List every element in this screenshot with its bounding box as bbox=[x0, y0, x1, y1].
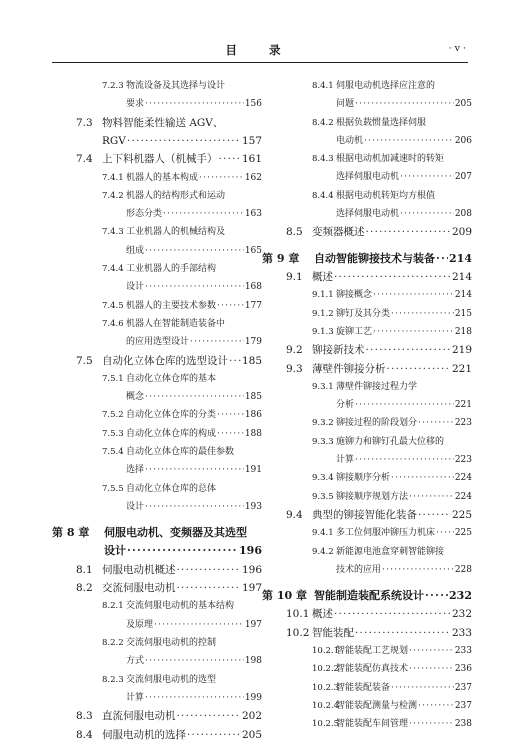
toc-entry-page: 219 bbox=[451, 344, 472, 357]
toc-entry bbox=[52, 117, 262, 154]
dot-leader bbox=[366, 226, 451, 238]
toc-entry bbox=[52, 527, 262, 564]
toc-entry-number: 7.5.2 bbox=[102, 410, 124, 421]
toc-entry-number: 10.2 bbox=[286, 626, 310, 639]
toc-entry bbox=[262, 527, 472, 545]
page-header bbox=[52, 40, 468, 60]
toc-entry-page: 225 bbox=[451, 508, 472, 521]
toc-entry-title: RGV bbox=[102, 134, 126, 147]
toc-entry-title: 施铆力和铆钉孔最大位移的 bbox=[336, 436, 445, 447]
dot-leader bbox=[391, 308, 454, 320]
dot-leader bbox=[409, 645, 454, 657]
toc-entry bbox=[262, 472, 472, 490]
toc-entry bbox=[52, 564, 262, 582]
toc-entry-number: 9.1.2 bbox=[312, 308, 334, 319]
toc-entry-page: 162 bbox=[244, 172, 262, 183]
toc-entry-number: 9.3.1 bbox=[312, 381, 334, 392]
toc-entry-title: 根据电动机加减速时的转矩 bbox=[336, 154, 445, 165]
toc-entry bbox=[52, 153, 262, 171]
dot-leader bbox=[154, 619, 244, 631]
toc-entry-page: 224 bbox=[454, 473, 472, 484]
toc-entry-title: 机器人的结构形式和运动 bbox=[126, 190, 226, 201]
toc-entry-title: 工业机器人的机械结构及 bbox=[126, 227, 226, 238]
dot-leader bbox=[425, 590, 448, 602]
toc-entry-number: 7.4.4 bbox=[102, 264, 124, 274]
toc-entry-title: 智能装配装备 bbox=[336, 682, 391, 693]
toc-entry-page: 205 bbox=[241, 728, 262, 741]
dot-leader bbox=[382, 564, 454, 576]
toc-entry-title: 概述 bbox=[312, 271, 333, 283]
toc-entry-number: 10.2.4 bbox=[312, 700, 340, 711]
toc-entry-page: 223 bbox=[454, 454, 472, 465]
toc-entry-number: 9.3.2 bbox=[312, 418, 334, 429]
toc-entry-page: 207 bbox=[454, 172, 472, 183]
toc-entry-number: 7.5.5 bbox=[102, 483, 124, 494]
toc-entry-title: 伺服电动机选择应注意的 bbox=[336, 81, 436, 91]
toc-entry-title: 概述 bbox=[312, 608, 333, 621]
toc-entry bbox=[262, 645, 472, 663]
toc-entry-page: 168 bbox=[244, 282, 262, 293]
toc-entry-title: 智能装配车间管理 bbox=[336, 719, 409, 730]
dot-leader bbox=[145, 501, 244, 513]
toc-entry bbox=[262, 436, 472, 473]
toc-entry bbox=[52, 373, 262, 410]
toc-entry-page: 221 bbox=[451, 362, 472, 375]
toc-entry-title: 交流伺服电动机的选型 bbox=[126, 674, 217, 685]
toc-entry-page: 196 bbox=[239, 544, 262, 558]
toc-entry-page: 214 bbox=[451, 271, 472, 283]
toc-entry bbox=[262, 326, 472, 344]
toc-entry bbox=[52, 600, 262, 637]
toc-entry bbox=[262, 682, 472, 700]
toc-entry-number: 10.2.5 bbox=[312, 719, 340, 730]
toc-entry-number: 7.4 bbox=[76, 153, 93, 166]
dot-leader bbox=[145, 281, 244, 293]
toc-entry-page: 205 bbox=[454, 99, 472, 110]
toc-entry-title: 薄壁件铆接过程力学 bbox=[336, 381, 418, 392]
toc-entry-title: 机器人的主要技术参数 bbox=[126, 300, 217, 311]
toc-entry-page: 223 bbox=[454, 418, 472, 429]
toc-entry-title: 铆接顺序分析 bbox=[336, 473, 391, 484]
dot-leader bbox=[364, 135, 454, 147]
toc-entry-page: 218 bbox=[454, 326, 472, 337]
toc-entry-number: 8.4.1 bbox=[312, 81, 334, 91]
toc-entry bbox=[52, 263, 262, 300]
dot-leader bbox=[409, 663, 454, 675]
toc-entry-number: 9.2 bbox=[286, 344, 303, 357]
toc-entry-number: 7.4.2 bbox=[102, 190, 124, 201]
toc-entry-title: 选择伺服电动机 bbox=[336, 172, 400, 183]
dot-leader bbox=[163, 208, 244, 220]
toc-entry-number: 7.5.1 bbox=[102, 373, 124, 384]
toc-entry-page: 237 bbox=[454, 682, 472, 693]
toc-entry-title: 问题 bbox=[336, 99, 355, 110]
dot-leader bbox=[391, 682, 454, 694]
toc-entry-title: 选择伺服电动机 bbox=[336, 209, 400, 220]
toc-entry-title: 铆接新技术 bbox=[312, 344, 365, 357]
toc-entry-title: 多工位伺服冲铆压力机床 bbox=[336, 528, 436, 539]
toc-entry-page: 238 bbox=[454, 719, 472, 730]
dot-leader bbox=[409, 491, 454, 503]
toc-entry-number: 8.3 bbox=[76, 710, 93, 723]
dot-leader bbox=[177, 564, 241, 576]
toc-entry bbox=[52, 446, 262, 483]
toc-entry-title: 铆接顺序规划方法 bbox=[336, 491, 409, 502]
toc-entry bbox=[262, 226, 472, 244]
toc-entry-title: 自动化立体仓库的基本 bbox=[126, 373, 217, 384]
dot-leader bbox=[366, 344, 451, 356]
toc-entry-title: 新能源电池盒穿刺智能铆接 bbox=[336, 546, 445, 557]
dot-leader bbox=[355, 399, 454, 411]
toc-entry-title: 工业机器人的手部结构 bbox=[126, 264, 217, 274]
toc-entry-title: 计算 bbox=[126, 692, 145, 703]
toc-entry bbox=[262, 509, 472, 527]
toc-entry bbox=[262, 718, 472, 736]
toc-entry-title: 自动化立体仓库的最佳参数 bbox=[126, 447, 235, 457]
toc-entry-page: 233 bbox=[454, 646, 472, 656]
toc-entry-title: 要求 bbox=[126, 99, 145, 110]
toc-entry bbox=[262, 153, 472, 190]
toc-entry-title: 自动智能铆接技术与装备 bbox=[314, 251, 435, 265]
toc-entry-number: 9.1 bbox=[286, 271, 303, 283]
toc-entry-number: 8.5 bbox=[286, 226, 303, 239]
dot-leader bbox=[219, 153, 241, 165]
toc-entry-page: 233 bbox=[451, 626, 472, 639]
toc-entry bbox=[52, 190, 262, 227]
toc-entry bbox=[52, 226, 262, 263]
toc-entry bbox=[262, 608, 472, 626]
toc-entry-number: 第 9 章 bbox=[262, 251, 300, 265]
toc-entry-number: 9.3 bbox=[286, 362, 303, 375]
dot-leader bbox=[229, 355, 241, 367]
toc-entry bbox=[262, 491, 472, 509]
dot-leader bbox=[145, 98, 244, 110]
toc-entry bbox=[262, 190, 472, 227]
toc-entry-page: 196 bbox=[241, 563, 262, 576]
toc-entry-title: 及原理 bbox=[126, 619, 154, 630]
toc-entry-number: 8.2.2 bbox=[102, 638, 124, 648]
toc-entry bbox=[262, 363, 472, 381]
toc-entry bbox=[262, 546, 472, 583]
dot-leader bbox=[145, 245, 244, 257]
toc-entry-title: 物流设备及其选择与设计 bbox=[126, 81, 226, 91]
toc-entry bbox=[262, 627, 472, 645]
dot-leader bbox=[217, 428, 244, 440]
dot-leader bbox=[418, 509, 451, 521]
toc-entry-title: 选择 bbox=[126, 465, 145, 476]
toc-entry-page: 199 bbox=[244, 692, 262, 703]
dot-leader bbox=[373, 326, 454, 338]
toc-entry-title: 上下料机器人（机械手） bbox=[102, 153, 218, 166]
dot-leader bbox=[190, 336, 244, 348]
page-number: · v · bbox=[448, 43, 466, 54]
dot-leader bbox=[391, 472, 454, 484]
toc-entry-number: 8.1 bbox=[76, 563, 93, 576]
toc-entry-number: 8.4 bbox=[76, 728, 93, 741]
toc-entry bbox=[262, 417, 472, 435]
toc-entry-page: 215 bbox=[454, 308, 472, 319]
toc-entry-number: 10.2.2 bbox=[312, 664, 340, 675]
toc-entry-page: 206 bbox=[454, 135, 472, 146]
toc-entry bbox=[262, 308, 472, 326]
dot-leader bbox=[409, 718, 454, 730]
toc-entry-page: 202 bbox=[241, 710, 262, 723]
toc-entry-title: 机器人的基本构成 bbox=[126, 172, 199, 183]
dot-leader bbox=[387, 363, 451, 375]
toc-entry-title: 薄壁件铆接分析 bbox=[312, 362, 386, 375]
toc-entry-title: 分析 bbox=[336, 400, 355, 411]
toc-entry bbox=[52, 80, 262, 117]
toc-entry-page: 191 bbox=[244, 465, 262, 476]
toc-entry-title: 交流伺服电动机的基本结构 bbox=[126, 601, 235, 612]
toc-entry-title: 根据电动机转矩均方根值 bbox=[336, 190, 436, 201]
toc-entry-page: 193 bbox=[244, 501, 262, 512]
toc-entry-title: 自动化立体仓库的分类 bbox=[126, 410, 217, 421]
toc-entry-title: 铆钉及其分类 bbox=[336, 308, 391, 319]
toc-entry-page: 198 bbox=[244, 656, 262, 667]
toc-entry-number: 8.4.3 bbox=[312, 154, 334, 165]
dot-leader bbox=[400, 171, 454, 183]
dot-leader bbox=[355, 454, 454, 466]
toc-entry-title: 设计 bbox=[104, 544, 126, 558]
toc-entry-title: 直流伺服电动机 bbox=[102, 710, 176, 723]
page-title: 目 录 bbox=[225, 43, 295, 57]
toc-entry bbox=[52, 637, 262, 674]
dot-leader bbox=[127, 135, 241, 147]
toc-entry-title: 电动机 bbox=[336, 135, 364, 146]
toc-entry-number: 7.3 bbox=[76, 116, 93, 129]
toc-entry-number: 7.4.6 bbox=[102, 318, 124, 329]
dot-leader bbox=[217, 409, 244, 421]
dot-leader bbox=[436, 527, 454, 539]
toc-entry bbox=[262, 271, 472, 289]
toc-entry-page: 214 bbox=[449, 251, 472, 265]
toc-entry bbox=[52, 172, 262, 190]
toc-entry bbox=[52, 318, 262, 355]
toc-entry-number: 9.3.5 bbox=[312, 491, 334, 502]
toc-entry-title: 变频器概述 bbox=[312, 226, 365, 239]
toc-entry-number: 9.3.3 bbox=[312, 436, 334, 447]
toc-entry-title: 交流伺服电动机的控制 bbox=[126, 638, 217, 648]
toc-entry-page: 177 bbox=[244, 300, 262, 311]
toc-entry bbox=[262, 344, 472, 362]
toc-entry-number: 9.3.4 bbox=[312, 473, 334, 484]
toc-entry-title: 交流伺服电动机 bbox=[102, 582, 176, 595]
toc-entry-title: 自动化立体仓库的构成 bbox=[126, 428, 217, 439]
toc-entry-page: 179 bbox=[244, 337, 262, 348]
toc-entry-title: 铆接概念 bbox=[336, 290, 373, 301]
toc-entry bbox=[262, 253, 472, 271]
toc-entry-number: 第 8 章 bbox=[52, 526, 90, 540]
dot-leader bbox=[177, 710, 241, 722]
toc-entry-title: 典型的铆接智能化装备 bbox=[312, 508, 417, 521]
toc-entry-title: 根据负载惯量选择伺服 bbox=[336, 117, 427, 128]
toc-entry-title: 设计 bbox=[126, 501, 145, 512]
toc-entry bbox=[262, 381, 472, 418]
dot-leader bbox=[217, 300, 244, 312]
toc-entry-number: 10.1 bbox=[286, 608, 310, 621]
toc-entry-number: 8.4.4 bbox=[312, 190, 334, 201]
toc-entry bbox=[262, 289, 472, 307]
toc-entry-number: 9.1.3 bbox=[312, 326, 334, 337]
toc-entry-title: 自动化立体仓库的总体 bbox=[126, 483, 217, 494]
toc-entry-title: 旋铆工艺 bbox=[336, 326, 373, 337]
toc-entry-title: 计算 bbox=[336, 454, 355, 465]
toc-entry-title: 设计 bbox=[126, 282, 145, 293]
toc-entry-title: 物料智能柔性输送 AGV、 bbox=[102, 116, 224, 129]
dot-leader bbox=[418, 700, 454, 712]
toc-entry-page: 224 bbox=[454, 491, 472, 502]
dot-leader bbox=[373, 289, 454, 301]
dot-leader bbox=[355, 98, 454, 110]
toc-entry-number: 8.2.3 bbox=[102, 674, 124, 685]
toc-entry-title: 技术的应用 bbox=[336, 564, 382, 575]
toc-entry-page: 236 bbox=[454, 664, 472, 675]
toc-entry-page: 157 bbox=[241, 134, 262, 147]
toc-entry-number: 10.2.3 bbox=[312, 682, 340, 693]
toc-entry-title: 伺服电动机的选择 bbox=[102, 728, 186, 741]
toc-entry-title: 智能制造装配系统设计 bbox=[314, 589, 424, 603]
toc-entry-number: 7.5 bbox=[76, 354, 93, 367]
toc-entry-page: 237 bbox=[454, 700, 472, 711]
toc-entry bbox=[52, 674, 262, 711]
toc-entry-page: 197 bbox=[241, 582, 262, 595]
toc-entry-number: 9.4 bbox=[286, 508, 303, 521]
toc-entry-number: 第 10 章 bbox=[262, 589, 307, 603]
toc-entry-title: 铆接过程的阶段划分 bbox=[336, 418, 418, 429]
toc-entry-number: 7.4.5 bbox=[102, 300, 124, 311]
toc-entry-page: 232 bbox=[449, 589, 472, 603]
toc-entry-page: 186 bbox=[244, 410, 262, 421]
toc-entry-title: 组成 bbox=[126, 245, 145, 256]
toc-entry-title: 自动化立体仓库的选型设计 bbox=[102, 354, 228, 367]
toc-entry-title: 方式 bbox=[126, 656, 145, 667]
toc-entry bbox=[52, 409, 262, 427]
toc-entry-title: 机器人在智能制造装备中 bbox=[126, 318, 226, 329]
toc-entry-number: 9.1.1 bbox=[312, 290, 334, 301]
toc-entry-title: 形态分类 bbox=[126, 209, 163, 220]
toc-entry-page: 228 bbox=[454, 564, 472, 575]
toc-entry bbox=[52, 300, 262, 318]
dot-leader bbox=[145, 655, 244, 667]
toc-entry bbox=[262, 80, 472, 117]
toc-entry bbox=[262, 590, 472, 608]
toc-entry bbox=[52, 355, 262, 373]
toc-entry-number: 9.4.1 bbox=[312, 528, 334, 539]
dot-leader bbox=[436, 253, 448, 265]
toc-entry-number: 8.4.2 bbox=[312, 117, 334, 128]
toc-entry-title: 的应用选型设计 bbox=[126, 337, 190, 348]
toc-entry-number: 8.2 bbox=[76, 582, 93, 595]
toc-entry-page: 197 bbox=[244, 619, 262, 630]
toc-entry-title: 智能装配仿真技术 bbox=[336, 664, 409, 675]
dot-leader bbox=[127, 545, 238, 557]
toc-entry-title: 伺服电动机概述 bbox=[102, 563, 176, 576]
dot-leader bbox=[187, 729, 241, 741]
dot-leader bbox=[145, 391, 244, 403]
toc-entry-number: 10.2.1 bbox=[312, 646, 340, 656]
toc-entry-page: 209 bbox=[451, 226, 472, 239]
toc-entry-title: 概念 bbox=[126, 392, 145, 403]
toc-entry-number: 9.4.2 bbox=[312, 546, 334, 557]
toc-entry-title: 伺服电动机、变频器及其选型 bbox=[104, 526, 247, 540]
toc-entry-page: 188 bbox=[244, 428, 262, 439]
toc-entry bbox=[52, 729, 262, 747]
toc-entry-number: 7.2.3 bbox=[102, 81, 124, 91]
toc-entry-page: 165 bbox=[244, 245, 262, 256]
dot-leader bbox=[400, 208, 454, 220]
toc-entry-title: 智能装配工艺规划 bbox=[336, 646, 409, 656]
toc-entry bbox=[52, 428, 262, 446]
dot-leader bbox=[334, 608, 451, 620]
toc-entry-number: 7.4.3 bbox=[102, 227, 124, 238]
toc-entry bbox=[262, 117, 472, 154]
dot-leader bbox=[355, 627, 451, 639]
toc-entry-page: 163 bbox=[244, 209, 262, 220]
dot-leader bbox=[418, 417, 454, 429]
toc-entry bbox=[262, 663, 472, 681]
dot-leader bbox=[145, 464, 244, 476]
toc-entry-page: 185 bbox=[244, 392, 262, 403]
toc-entry-page: 225 bbox=[454, 528, 472, 539]
dot-leader bbox=[177, 582, 241, 594]
toc-entry bbox=[52, 582, 262, 600]
toc-entry-page: 156 bbox=[244, 99, 262, 110]
toc-entry-page: 232 bbox=[451, 608, 472, 621]
toc-entry bbox=[52, 483, 262, 520]
toc-entry-number: 7.4.1 bbox=[102, 172, 124, 183]
dot-leader bbox=[199, 172, 244, 184]
toc-entry-page: 161 bbox=[241, 153, 262, 166]
toc-entry-page: 208 bbox=[454, 209, 472, 220]
toc-entry-page: 214 bbox=[454, 290, 472, 301]
toc-entry-number: 7.5.3 bbox=[102, 428, 124, 439]
dot-leader bbox=[145, 692, 244, 704]
dot-leader bbox=[334, 271, 451, 283]
toc-entry-page: 221 bbox=[454, 400, 472, 411]
toc-entry-number: 7.5.4 bbox=[102, 447, 124, 457]
toc-entry-number: 8.2.1 bbox=[102, 601, 124, 612]
header-rule bbox=[52, 62, 468, 63]
toc-entry-title: 智能装配 bbox=[312, 626, 354, 639]
toc-entry bbox=[262, 700, 472, 718]
toc-entry-page: 185 bbox=[241, 354, 262, 367]
toc-entry-title: 智能装配测量与检测 bbox=[336, 700, 418, 711]
toc-entry bbox=[52, 710, 262, 728]
